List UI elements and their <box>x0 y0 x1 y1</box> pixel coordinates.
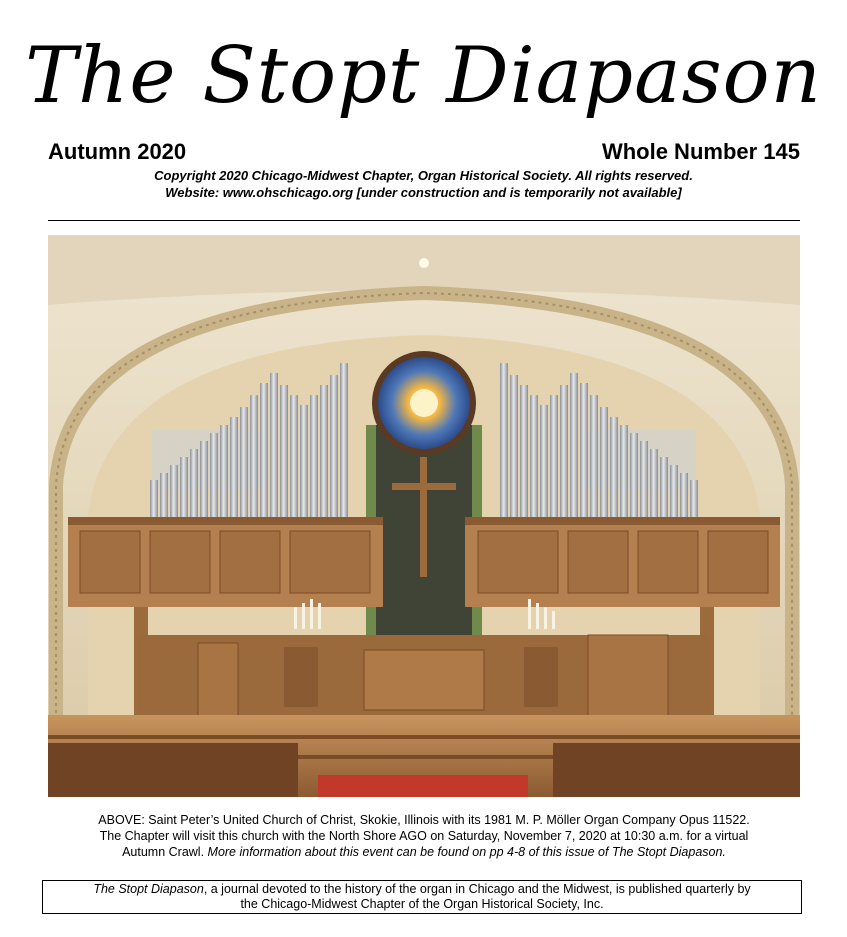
issue-season: Autumn 2020 <box>48 139 187 164</box>
photo-caption <box>48 812 800 860</box>
aisle-carpet <box>318 775 528 797</box>
journal-description: , a journal devoted to the history of the organ in Chicago and the Midwest, is published quarterly by <box>203 882 751 896</box>
caption-line-2: The Chapter will visit this church with the North Shore AGO on Saturday, November 7, 2020 at 10:30 a.m. for a virtual <box>99 829 749 843</box>
header-divider <box>48 220 800 221</box>
newsletter-title: The Stopt Diapason <box>25 31 822 121</box>
altar <box>364 650 484 710</box>
website-notice: Website: www.ohschicago.org [under construction and is temporarily not available] <box>165 185 682 200</box>
caption-line-3-regular: Autumn Crawl. <box>122 845 208 859</box>
issue-whole-number: Whole Number 145 <box>601 139 800 164</box>
caption-line-1: ABOVE: Saint Peter’s United Church of Christ, Skokie, Illinois with its 1981 M. P. Möller Organ Company Opus 11522. <box>98 813 750 827</box>
publisher-line: the Chicago-Midwest Chapter of the Organ Historical Society, Inc. <box>240 897 604 911</box>
cover-photo <box>48 235 800 797</box>
caption-line-3 <box>48 844 800 860</box>
ceiling-light <box>419 258 429 268</box>
publication-statement <box>42 880 802 914</box>
cross <box>420 457 427 577</box>
pew-right <box>553 743 800 797</box>
pew-left <box>48 743 298 797</box>
issue-info-row <box>48 138 800 166</box>
copyright-notice: Copyright 2020 Chicago-Midwest Chapter, Organ Historical Society. All rights reserved. <box>154 168 693 183</box>
publication-statement-line-1 <box>43 882 801 897</box>
caption-line-3-italic: More information about this event can be found on pp 4-8 of this issue of The Stopt Diapason. <box>207 845 726 859</box>
journal-name: The Stopt Diapason <box>93 882 204 896</box>
